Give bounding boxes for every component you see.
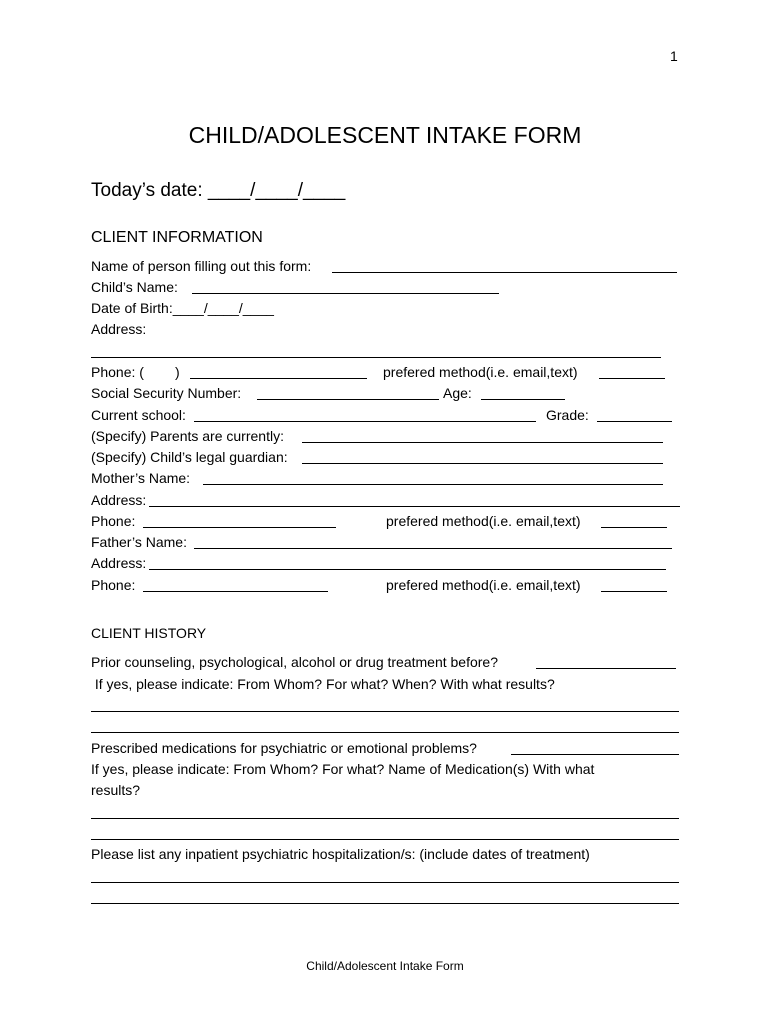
mother-preferred-input[interactable] <box>601 527 667 528</box>
page-footer: Child/Adolescent Intake Form <box>306 959 464 973</box>
prior-counseling-answer-line-1[interactable] <box>91 711 679 712</box>
medications-label: Prescribed medications for psychiatric or emotional problems? <box>91 740 477 756</box>
prior-counseling-input[interactable] <box>536 668 676 669</box>
legal-guardian-input[interactable] <box>302 463 663 464</box>
father-preferred-label: prefered method(i.e. email,text) <box>386 577 581 593</box>
age-label: Age: <box>443 385 472 401</box>
preferred-method-label: prefered method(i.e. email,text) <box>383 364 578 380</box>
hospitalization-answer-line-2[interactable] <box>91 903 679 904</box>
mothers-name-input[interactable] <box>203 484 663 485</box>
medications-answer-line-2[interactable] <box>91 839 679 840</box>
current-school-label: Current school: <box>91 407 186 423</box>
father-address-input[interactable] <box>149 569 666 570</box>
phone-label: Phone: ( ) <box>91 364 180 380</box>
current-school-input[interactable] <box>194 421 536 422</box>
client-information-heading: CLIENT INFORMATION <box>91 229 263 246</box>
grade-input[interactable] <box>597 421 672 422</box>
mothers-name-label: Mother’s Name: <box>91 470 191 486</box>
medications-answer-line-1[interactable] <box>91 818 679 819</box>
phone-input[interactable] <box>190 378 367 379</box>
medications-input[interactable] <box>511 754 679 755</box>
age-input[interactable] <box>481 399 565 400</box>
address-input[interactable] <box>91 357 661 358</box>
prior-counseling-answer-line-2[interactable] <box>91 732 679 733</box>
filler-name-input[interactable] <box>332 272 677 273</box>
filler-name-label: Name of person filling out this form: <box>91 258 312 274</box>
preferred-method-input[interactable] <box>599 378 665 379</box>
parents-currently-input[interactable] <box>302 442 663 443</box>
legal-guardian-label: (Specify) Child’s legal guardian: <box>91 449 288 465</box>
childs-name-label: Child’s Name: <box>91 279 178 295</box>
ssn-label: Social Security Number: <box>91 385 242 401</box>
grade-label: Grade: <box>546 407 589 423</box>
hospitalization-label: Please list any inpatient psychiatric hospitalization/s: (include dates of treatment) <box>91 846 590 862</box>
date-of-birth-field[interactable]: Date of Birth:____/____/____ <box>91 300 274 316</box>
hospitalization-answer-line-1[interactable] <box>91 882 679 883</box>
fathers-name-input[interactable] <box>194 548 672 549</box>
father-address-label: Address: <box>91 555 147 571</box>
ssn-input[interactable] <box>257 399 439 400</box>
mother-phone-input[interactable] <box>143 527 336 528</box>
parents-currently-label: (Specify) Parents are currently: <box>91 428 284 444</box>
mother-address-input[interactable] <box>149 506 680 507</box>
father-preferred-input[interactable] <box>601 591 667 592</box>
fathers-name-label: Father’s Name: <box>91 534 187 550</box>
mother-phone-label: Phone: <box>91 513 136 529</box>
client-history-heading: CLIENT HISTORY <box>91 625 207 641</box>
childs-name-input[interactable] <box>192 293 499 294</box>
father-phone-label: Phone: <box>91 577 136 593</box>
medications-followup-continued: results? <box>91 782 141 798</box>
mother-preferred-label: prefered method(i.e. email,text) <box>386 513 581 529</box>
mother-address-label: Address: <box>91 492 147 508</box>
address-label: Address: <box>91 321 147 337</box>
medications-followup: If yes, please indicate: From Whom? For what? Name of Medication(s) With what <box>91 761 595 777</box>
prior-counseling-label: Prior counseling, psychological, alcohol or drug treatment before? <box>91 654 499 670</box>
page-number: 1 <box>670 48 678 64</box>
father-phone-input[interactable] <box>143 591 328 592</box>
todays-date-field[interactable]: Today’s date: ____/____/____ <box>91 180 346 201</box>
prior-counseling-followup: If yes, please indicate: From Whom? For what? When? With what results? <box>91 676 555 692</box>
form-title: CHILD/ADOLESCENT INTAKE FORM <box>188 122 582 148</box>
